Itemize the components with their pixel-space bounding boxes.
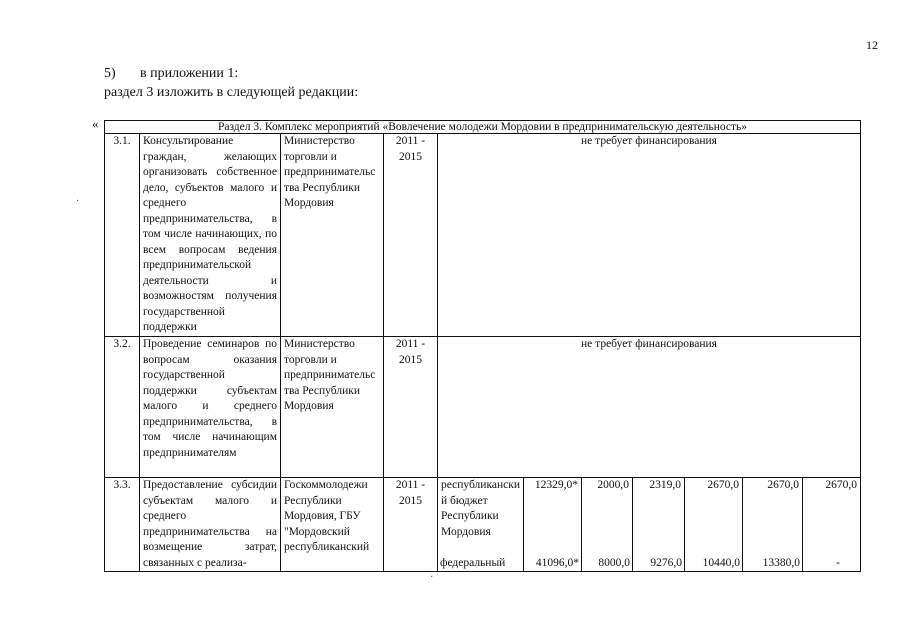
- years: 2011 - 2015: [384, 337, 438, 478]
- amount-federal: 13380,0: [762, 556, 800, 569]
- row-number: 3.2.: [105, 337, 140, 478]
- amount-2012: [633, 478, 685, 572]
- funding-source-federal: федеральный: [440, 556, 506, 569]
- table-row: [105, 337, 861, 478]
- item-number: 5): [104, 66, 116, 81]
- page-number: 12: [866, 38, 878, 52]
- table-row: [105, 478, 861, 572]
- amendment-item: [104, 64, 358, 83]
- amount-2011: [582, 478, 633, 572]
- funding-source: [438, 478, 524, 572]
- years: 2011 - 2015: [384, 478, 438, 572]
- executor: Министерство торговли и предпринимательства Республики Мордовия: [281, 134, 384, 337]
- amount-regional: 12329,0*: [534, 479, 578, 491]
- executor: Госкоммолодежи Республики Мордовия, ГБУ "Мордовский республиканский: [281, 478, 384, 572]
- table-row: [105, 134, 861, 337]
- row-number: 3.1.: [105, 134, 140, 337]
- activities-table: [104, 120, 861, 572]
- scan-speck: ·: [76, 196, 80, 207]
- amount-regional: 2670,0: [825, 479, 858, 491]
- item-text: в приложении 1:: [140, 66, 239, 81]
- amount-regional: 2319,0: [649, 479, 681, 491]
- activity-description: Проведение семинаров по вопросам оказания государственной поддержки субъектам малого и среднего предпринимательства, в том числе начинающим предпринимателям: [140, 337, 281, 478]
- opening-quote-mark: «: [92, 116, 99, 131]
- funding-note: не требует финансирования: [438, 337, 861, 478]
- amount-2015: [803, 478, 861, 572]
- activity-description: Предоставление субсидии субъектам малого и среднего предпринимательства на возмещение затрат, связанных с реализа-: [140, 478, 281, 572]
- amendment-line: раздел 3 изложить в следующей редакции:: [104, 85, 359, 100]
- activity-description: Консультирование граждан, желающих организовать собственное дело, субъектов малого и среднего предпринимательства, в том числе начинающих, по всем вопросам ведения предпринимательской деятельности и возможностям получения государственной поддержки: [140, 134, 281, 337]
- amount-federal: 10440,0: [702, 556, 740, 569]
- amount-federal: 9276,0: [650, 556, 682, 569]
- amount-regional: 2670,0: [707, 479, 739, 491]
- amount-federal: 8000,0: [598, 556, 630, 569]
- amendment-intro: [104, 64, 358, 102]
- amount-federal: -: [836, 556, 841, 569]
- executor: Министерство торговли и предпринимательства Республики Мордовия: [281, 337, 384, 478]
- amount-regional: 2000,0: [597, 479, 629, 491]
- amount-2014: [743, 478, 803, 572]
- funding-note: не требует финансирования: [438, 134, 861, 337]
- amount-federal: 41096,0*: [535, 556, 579, 569]
- row-number: 3.3.: [105, 478, 140, 572]
- scan-speck: ·: [430, 572, 434, 583]
- amount-regional: 2670,0: [767, 479, 799, 491]
- years: 2011 - 2015: [384, 134, 438, 337]
- amount-2013: [685, 478, 743, 572]
- funding-source-regional: республиканский бюджет Республики Мордовия: [441, 479, 520, 538]
- section-header-row: [105, 121, 861, 134]
- amount-total: [524, 478, 582, 572]
- section-title: Раздел 3. Комплекс мероприятий «Вовлечение молодежи Мордовии в предпринимательскую деятельность»: [105, 121, 861, 134]
